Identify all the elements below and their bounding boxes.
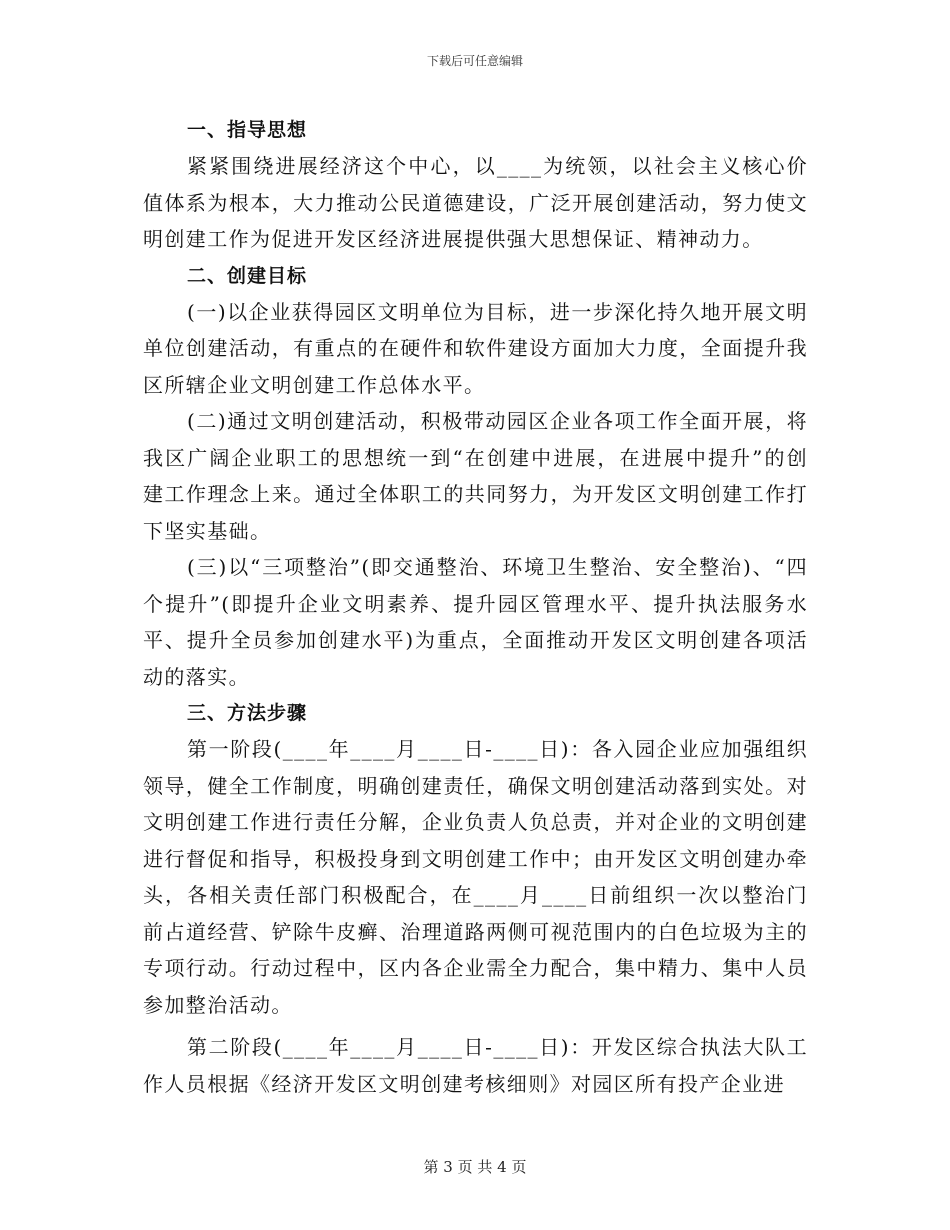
page-header-note: 下载后可任意编辑 (426, 54, 523, 68)
section-heading-goals: 二、创建目标 (187, 264, 308, 287)
paragraph-goal-2: (二)通过文明创建活动，积极带动园区企业各项工作全面开展，将我区广阔企业职工的思想统一到“在创建中进展，在进展中提升”的创建工作理念上来。通过全体职工的共同努力，为开发区文明创建工作打下坚实基础。 (143, 409, 808, 543)
paragraph-goal-1: (一)以企业获得园区文明单位为目标，进一步深化持久地开展文明单位创建活动，有重点的在硬件和软件建设方面加大力度，全面提升我区所辖企业文明创建工作总体水平。 (143, 299, 808, 397)
paragraph-step-2: 第二阶段(____年____月____日-____日)：开发区综合执法大队工作人员根据《经济开发区文明创建考核细则》对园区所有投产企业进 (143, 1035, 808, 1096)
page-number: 第 3 页 共 4 页 (423, 1158, 527, 1176)
section-heading-guiding-ideology: 一、指导思想 (187, 119, 308, 141)
document-body (143, 112, 808, 1102)
paragraph-guiding-ideology: 紧紧围绕进展经济这个中心，以____为统领，以社会主义核心价值体系为根本，大力推动公民道德建设，广泛开展创建活动，努力使文明创建工作为促进开发区经济进展提供强大思想保证、精神动力。 (143, 154, 808, 251)
paragraph-step-1: 第一阶段(____年____月____日-____日)：各入园企业应加强组织领导，健全工作制度，明确创建责任，确保文明创建活动落到实处。对文明创建工作进行责任分解，企业负责人负总责，并对企业的文明创建进行督促和指导，积极投身到文明创建工作中；由开发区文明创建办牵头，各相关责任部门积极配合，在____月____日前组织一次以整治门前占道经营、铲除牛皮癣、治理道路两侧可视范围内的白色垃圾为主的专项行动。行动过程中，区内各企业需全力配合，集中精力、集中人员参加整治活动。 (143, 737, 808, 1017)
paragraph-goal-3: (三)以“三项整治”(即交通整治、环境卫生整治、安全整治)、“四个提升”(即提升企业文明素养、提升园区管理水平、提升执法服务水平、提升全员参加创建水平)为重点，全面推动开发区文明创建各项活动的落实。 (143, 555, 808, 689)
section-heading-steps: 三、方法步骤 (187, 702, 308, 724)
